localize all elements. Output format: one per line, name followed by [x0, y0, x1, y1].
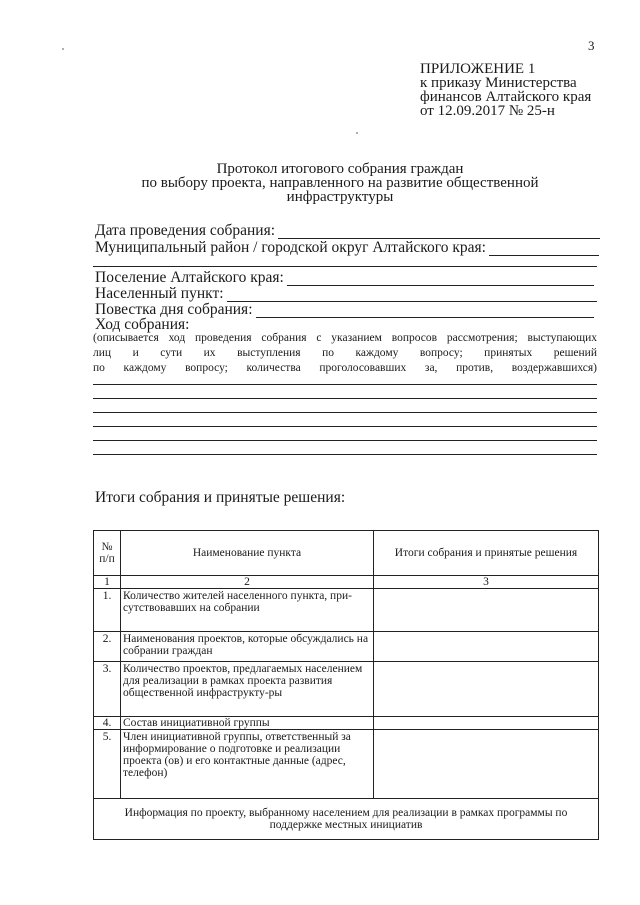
table-row — [94, 589, 599, 632]
table-row — [94, 632, 599, 662]
table-row — [94, 717, 599, 730]
column-index: 1 — [94, 576, 121, 589]
appendix-line: к приказу Министерства — [420, 75, 577, 91]
row-item-name: Член инициативной группы, ответственный за информирование о подготовке и реализации проекта (ов) и его контактные данные (адрес, телефон) — [121, 730, 374, 799]
fill-line — [93, 412, 597, 413]
note-line: (описывается ход проведения собрания с указанием вопросов рассмотрения; выступающих — [93, 332, 597, 344]
table-row — [94, 662, 599, 717]
field-locality — [95, 286, 597, 302]
row-result-cell[interactable] — [374, 632, 599, 662]
column-index: 3 — [374, 576, 599, 589]
fill-line — [93, 384, 597, 385]
field-label: Поселение Алтайского края: — [95, 269, 284, 286]
column-index-row — [94, 576, 599, 589]
note-line: лиц и сути их выступления по каждому вопросу; принятых решений — [93, 347, 597, 359]
field-label: Муниципальный район / городской округ Алтайского края: — [95, 239, 486, 256]
row-result-cell[interactable] — [374, 730, 599, 799]
fill-line — [278, 226, 600, 239]
column-index: 2 — [121, 576, 374, 589]
appendix-reference — [420, 62, 591, 118]
row-result-cell[interactable] — [374, 589, 599, 632]
appendix-line: ПРИЛОЖЕНИЕ 1 — [420, 61, 536, 77]
scan-speck — [62, 48, 64, 50]
fill-line — [93, 426, 597, 427]
fill-line — [227, 289, 597, 302]
row-item-name: Наименования проектов, которые обсуждались на собрании граждан — [121, 632, 374, 662]
field-label: Дата проведения собрания: — [95, 222, 275, 239]
fill-line — [93, 398, 597, 399]
appendix-line: финансов Алтайского края — [420, 89, 592, 105]
results-table — [93, 530, 599, 840]
field-meeting-date — [95, 223, 600, 239]
document-title — [140, 162, 540, 204]
field-label: Повестка дня собрания: — [95, 301, 253, 318]
field-label: Ход собрания: — [95, 316, 190, 333]
scan-speck — [356, 132, 358, 134]
row-item-name: Количество жителей населенного пункта, при-сутствовавших на собрании — [121, 589, 374, 632]
row-number: 3. — [94, 662, 121, 717]
field-settlement — [95, 270, 594, 286]
field-district — [95, 240, 599, 256]
header-results: Итоги собрания и принятые решения — [374, 531, 599, 576]
fill-line — [93, 440, 597, 441]
page-number: 3 — [588, 38, 595, 53]
appendix-line: от 12.09.2017 № 25-н — [420, 103, 555, 119]
project-info-caption: Информация по проекту, выбранному населением для реализации в рамках программы по поддержке местных инициатив — [94, 799, 599, 840]
fill-line — [489, 243, 599, 256]
table-footer-row — [94, 799, 599, 840]
row-item-name: Состав инициативной группы — [121, 717, 374, 730]
table-row — [94, 730, 599, 799]
title-line: инфраструктуры — [286, 189, 394, 205]
fill-line — [256, 305, 594, 318]
title-line: по выбору проекта, направленного на развитие общественной — [141, 175, 539, 191]
field-label: Населенный пункт: — [95, 285, 224, 302]
row-result-cell[interactable] — [374, 717, 599, 730]
row-result-cell[interactable] — [374, 662, 599, 717]
row-number: 5. — [94, 730, 121, 799]
fill-line — [93, 266, 597, 267]
row-item-name: Количество проектов, предлагаемых населением для реализации в рамках проекта развития общественной инфраструкту-ры — [121, 662, 374, 717]
row-number: 2. — [94, 632, 121, 662]
table-header-row — [94, 531, 599, 576]
fill-line — [93, 454, 597, 455]
fill-line — [287, 273, 594, 286]
header-number: № п/п — [94, 531, 121, 576]
note-line: по каждому вопросу; количества проголосовавших за, против, воздержавшихся) — [93, 362, 597, 374]
progress-instructions — [93, 331, 597, 376]
row-number: 1. — [94, 589, 121, 632]
header-item-name: Наименование пункта — [121, 531, 374, 576]
title-line: Протокол итогового собрания граждан — [216, 161, 464, 177]
results-heading: Итоги собрания и принятые решения: — [95, 489, 346, 506]
row-number: 4. — [94, 717, 121, 730]
